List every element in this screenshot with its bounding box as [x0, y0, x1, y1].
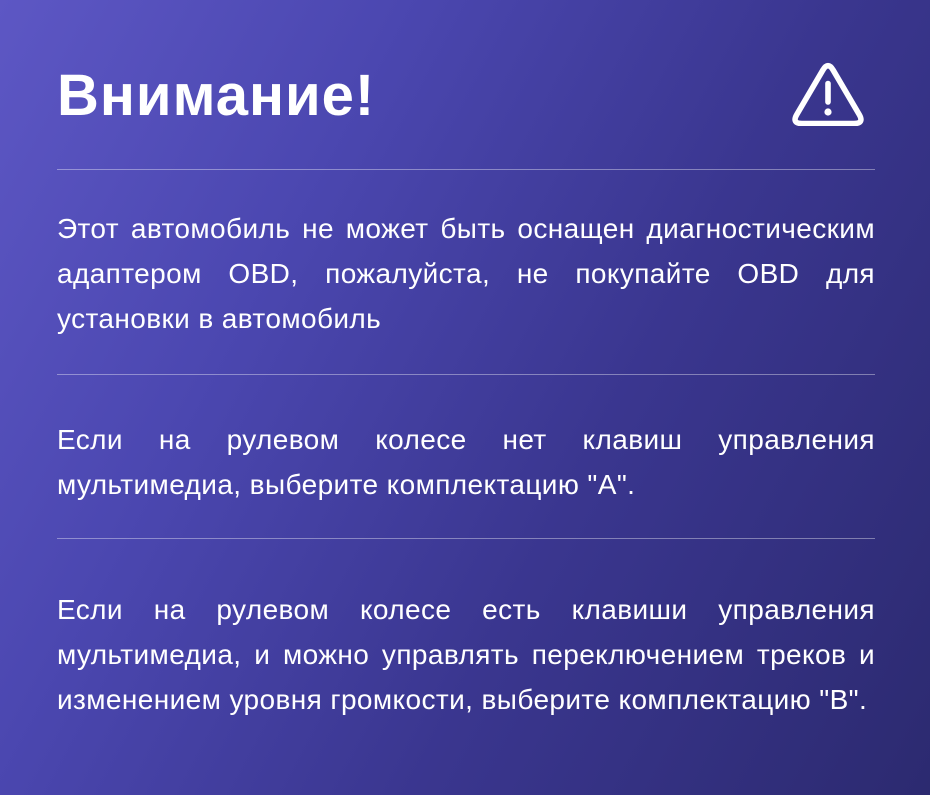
- divider: [57, 538, 875, 539]
- divider: [57, 169, 875, 170]
- warning-paragraph-trim-a: Если на рулевом колесе нет клавиш управления мультимедиа, выберите комплектацию "А".: [57, 424, 875, 500]
- warning-triangle-icon: [791, 62, 865, 131]
- warning-paragraph-obd: Этот автомобиль не может быть оснащен диагностическим адаптером OBD, пожалуйста, не покупайте OBD для установки в автомобиль: [57, 213, 875, 334]
- page-title: Внимание!: [57, 63, 376, 128]
- poster-header: [57, 54, 875, 138]
- warning-paragraph-trim-b: Если на рулевом колесе есть клавиши управления мультимедиа, и можно управлять переключением треков и изменением уровня громкости, выберите комплектацию "В".: [57, 594, 875, 715]
- divider: [57, 374, 875, 375]
